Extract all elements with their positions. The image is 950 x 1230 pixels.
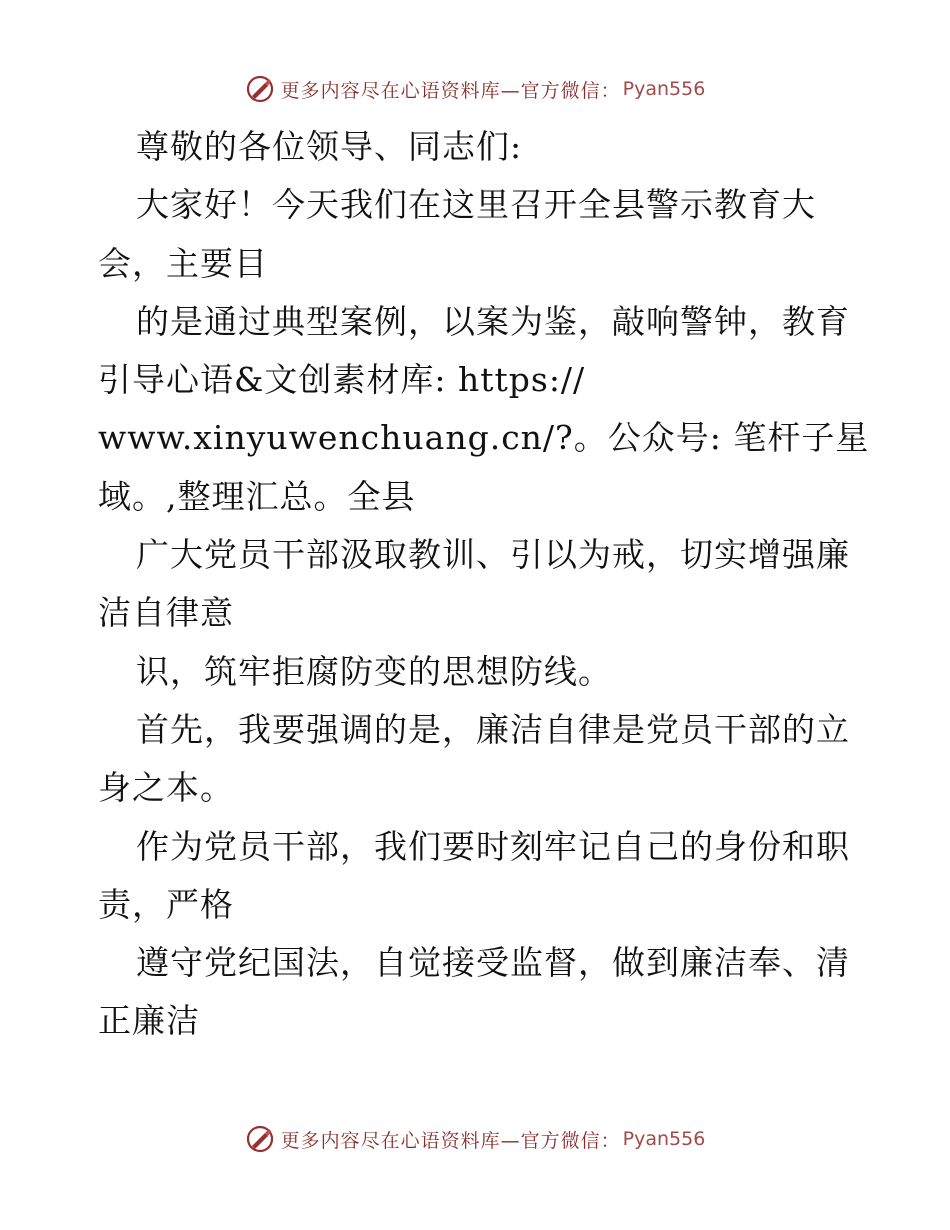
- text-line: 作为党员干部，我们要时刻牢记自己的身份和职: [136, 826, 850, 866]
- text-line: 正廉洁: [98, 1001, 200, 1041]
- text-line: 广大党员干部汲取教训、引以为戒，切实增强廉: [136, 535, 850, 575]
- watermark-text: 更多内容尽在心语资料库—官方微信：: [280, 79, 621, 102]
- text-line: 会，主要目: [98, 243, 268, 283]
- text-line: 引导心语&文创素材库: https://: [98, 360, 586, 400]
- footer-watermark: [0, 1124, 950, 1154]
- pen-logo-icon: [245, 74, 275, 104]
- text-line: 身之本。: [98, 768, 234, 808]
- text-line: 尊敬的各位领导、同志们:: [136, 127, 523, 166]
- watermark-wechat-id: Pyan556: [622, 1128, 706, 1150]
- text-line: 识，筑牢拒腐防变的思想防线。: [136, 651, 612, 691]
- watermark-wechat-id: Pyan556: [622, 78, 706, 100]
- text-line: 域。,整理汇总。全县: [98, 476, 416, 516]
- text-line: 首先，我要强调的是，廉洁自律是党员干部的立: [136, 709, 850, 749]
- header-watermark: [0, 74, 950, 104]
- text-line: 遵守党纪国法，自觉接受监督，做到廉洁奉、清: [136, 943, 850, 983]
- text-line: 大家好！今天我们在这里召开全县警示教育大: [136, 185, 816, 225]
- watermark-text: 更多内容尽在心语资料库—官方微信：: [280, 1129, 621, 1152]
- document-body: [98, 118, 870, 1051]
- pen-logo-icon: [245, 1124, 275, 1154]
- text-line: 洁自律意: [98, 593, 234, 633]
- text-line: 的是通过典型案例，以案为鉴，敲响警钟，教育: [136, 301, 850, 341]
- text-line: 责，严格: [98, 884, 234, 924]
- text-line: www.xinyuwenchuang.cn/?。公众号: 笔杆子星: [98, 418, 870, 458]
